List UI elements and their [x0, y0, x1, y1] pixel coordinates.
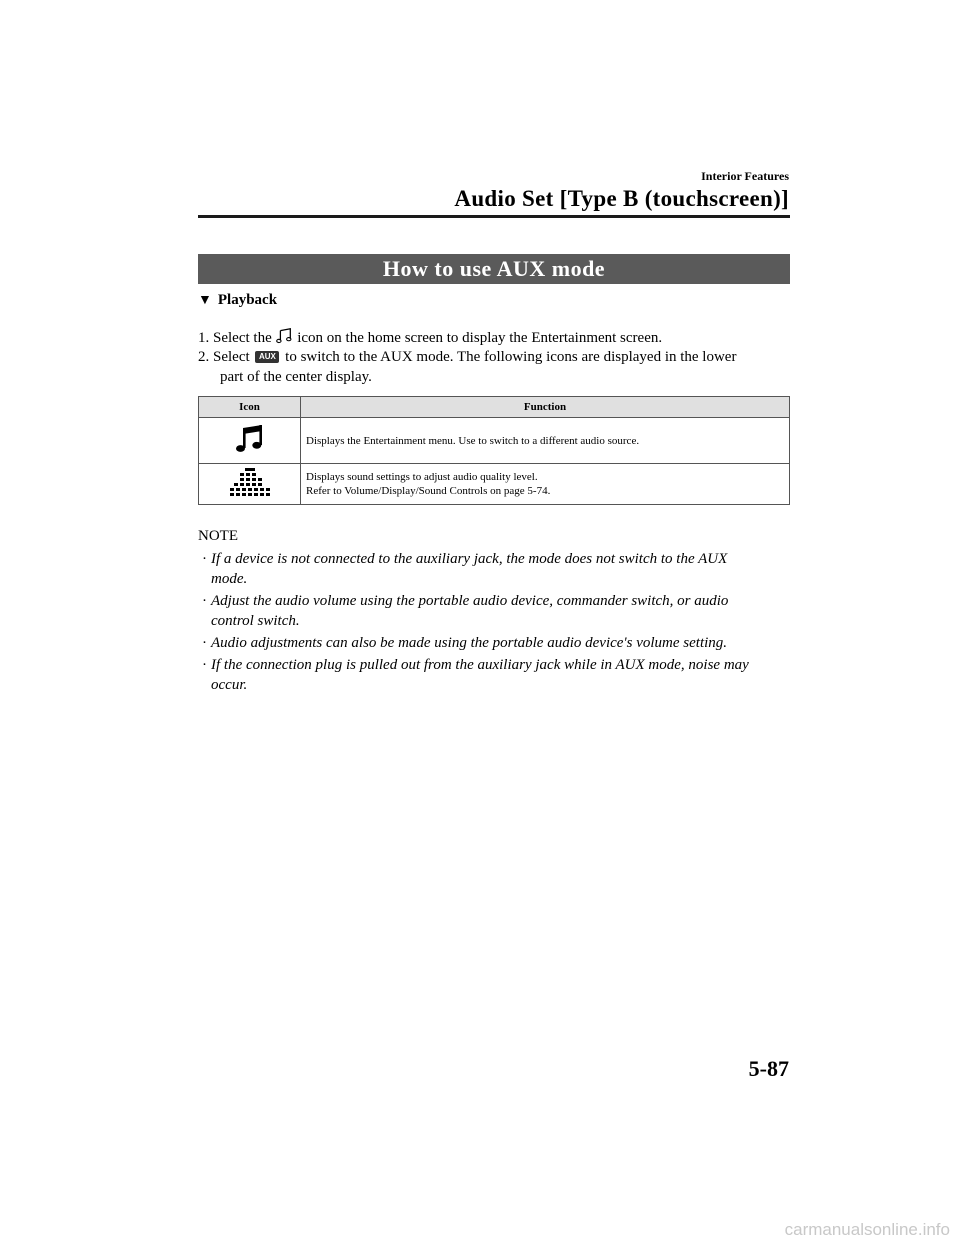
page-number: 5-87 — [748, 1056, 789, 1081]
section-label: Interior Features — [701, 169, 789, 183]
note-text-cont: control switch. — [211, 613, 300, 629]
function-text: Displays sound settings to adjust audio quality level. — [306, 471, 538, 483]
note-text: Adjust the audio volume using the portable audio device, commander switch, or audio — [211, 593, 729, 609]
section-title-bar: How to use AUX mode — [198, 254, 790, 284]
note-text: If the connection plug is pulled out from the auxiliary jack while in AUX mode, noise may — [211, 657, 749, 673]
bullet-icon: · — [202, 551, 207, 567]
subheading-text: Playback — [217, 292, 278, 308]
note-text: If a device is not connected to the auxiliary jack, the mode does not switch to the AUX — [211, 551, 728, 567]
triangle-down-icon: ▼ — [198, 292, 212, 308]
note-text-cont: occur. — [211, 677, 248, 693]
step-2-continuation: part of the center display. — [220, 369, 372, 385]
bullet-icon: · — [202, 593, 207, 609]
list-item — [198, 633, 790, 653]
table-row — [199, 464, 790, 505]
bullet-icon: · — [202, 635, 207, 651]
table-function-cell — [301, 418, 790, 464]
list-item — [198, 655, 790, 695]
icon-function-table — [198, 396, 790, 505]
table-header-function: Function — [301, 397, 790, 418]
table-header-icon: Icon — [199, 397, 301, 418]
table-icon-cell — [199, 418, 301, 464]
step-1-text-after: icon on the home screen to display the Entertainment screen. — [297, 330, 663, 346]
table-row — [199, 418, 790, 464]
function-text: Displays the Entertainment menu. Use to switch to a different audio source. — [306, 434, 640, 447]
step-1 — [198, 327, 790, 348]
list-item — [198, 549, 790, 589]
function-text-reference: Refer to Volume/Display/Sound Controls on page 5-74. — [306, 485, 551, 497]
header-rule — [198, 215, 790, 218]
step-2-line — [198, 347, 790, 367]
step-1-text-before: Select the — [213, 330, 272, 346]
watermark[interactable]: carmanualsonline.info — [784, 1220, 950, 1239]
step-2-text-after: to switch to the AUX mode. The following icons are displayed in the lower — [285, 349, 737, 365]
aux-badge-icon: AUX — [255, 351, 279, 363]
table-function-cell — [301, 464, 790, 505]
table-header-row — [199, 397, 790, 418]
subheading — [198, 292, 277, 309]
step-2-number: 2. — [198, 349, 210, 365]
note-text-cont: mode. — [211, 571, 248, 587]
step-2 — [198, 347, 790, 387]
bullet-icon: · — [202, 657, 207, 673]
step-1-number: 1. — [198, 330, 210, 346]
note-text: Audio adjustments can also be made using the portable audio device's volume setting. — [211, 635, 728, 651]
equalizer-icon — [229, 466, 271, 500]
note-label: NOTE — [198, 528, 238, 544]
step-2-text-before: Select — [213, 349, 250, 365]
music-note-icon — [275, 327, 293, 345]
list-item — [198, 591, 790, 631]
chapter-title: Audio Set [Type B (touchscreen)] — [454, 186, 789, 211]
music-note-icon — [233, 422, 267, 456]
table-icon-cell — [199, 464, 301, 505]
notes-list — [198, 549, 790, 697]
